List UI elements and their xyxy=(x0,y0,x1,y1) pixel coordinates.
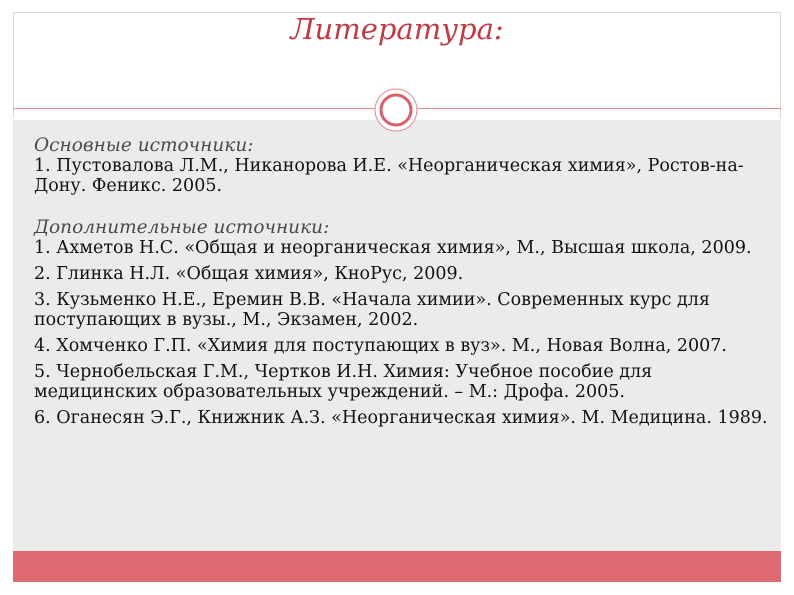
secondary-source-item: 1. Ахметов Н.С. «Общая и неорганическая химия», М., Высшая школа, 2009. xyxy=(34,238,752,258)
secondary-source-item: 6. Оганесян Э.Г., Книжник А.З. «Неорганическая химия». М. Медицина. 1989. xyxy=(34,408,768,428)
primary-source-item: 1. Пустовалова Л.М., Никанорова И.Е. «Неорганическая химия», Ростов-на-Дону. Феникс. 2005. xyxy=(34,156,744,196)
secondary-sources-block xyxy=(34,218,774,428)
primary-sources-block xyxy=(34,136,774,196)
secondary-sources-heading: Дополнительные источники: xyxy=(34,217,330,238)
secondary-source-item: 4. Хомченко Г.П. «Химия для поступающих в вуз». М., Новая Волна, 2007. xyxy=(34,336,727,356)
literature-content xyxy=(34,136,774,450)
primary-sources-heading: Основные источники: xyxy=(34,135,254,156)
secondary-source-item: 3. Кузьменко Н.Е., Еремин В.В. «Начала химии». Современных курс для поступающих в вузы., М., Экзамен, 2002. xyxy=(34,290,710,330)
decorative-circle-icon xyxy=(374,88,418,132)
secondary-source-item: 2. Глинка Н.Л. «Общая химия», КноРус, 2009. xyxy=(34,264,464,284)
bottom-accent-band xyxy=(13,551,781,582)
slide-title: Литература: xyxy=(290,12,504,46)
secondary-source-item: 5. Чернобельская Г.М., Чертков И.Н. Химия: Учебное пособие для медицинских образовательных учреждений. – М.: Дрофа. 2005. xyxy=(34,362,653,402)
